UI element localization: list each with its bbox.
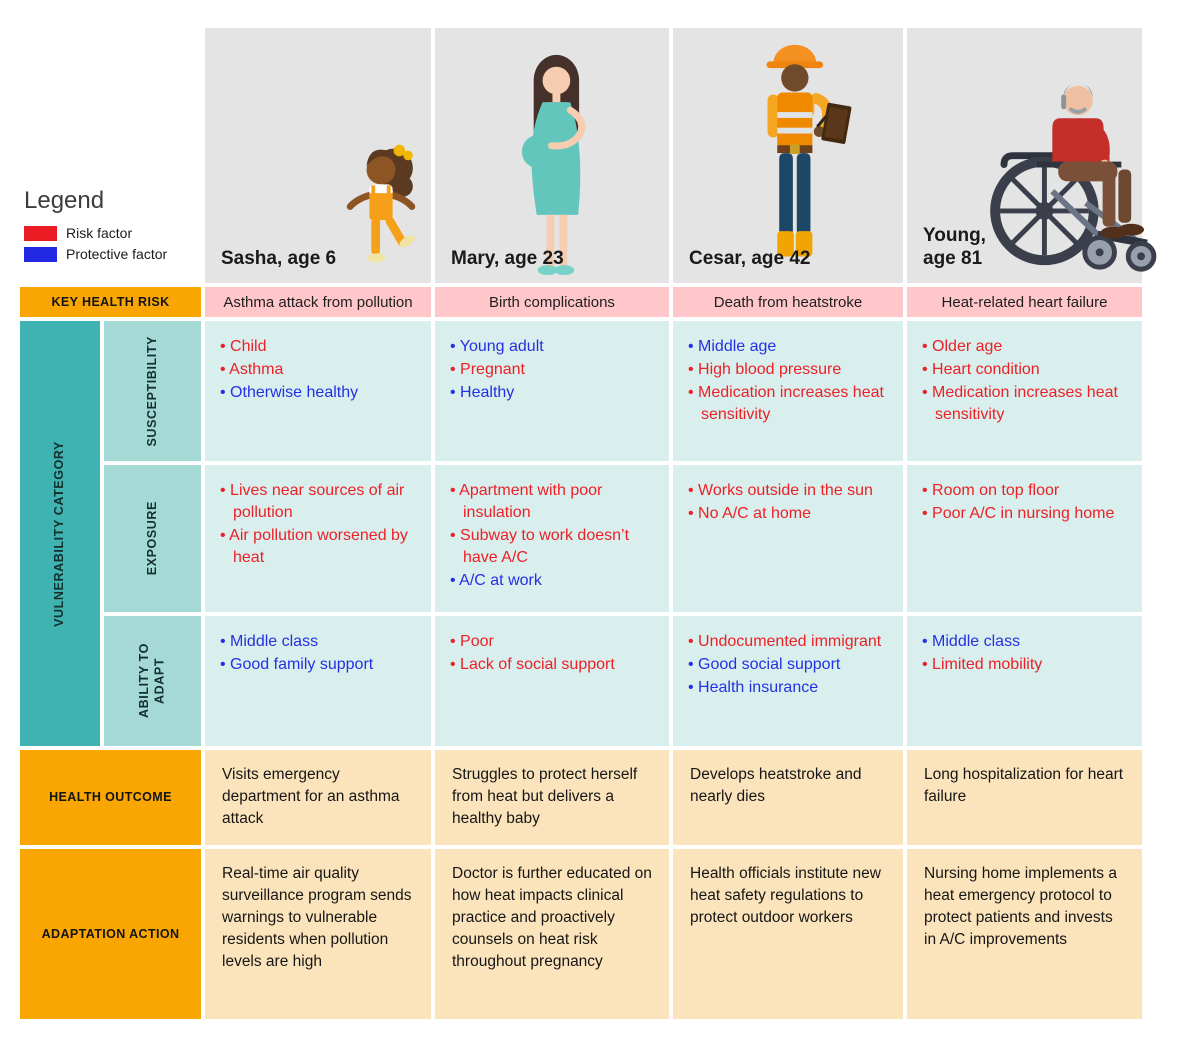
infographic-table (20, 28, 1142, 1019)
factor-item-risk: • Heart condition (922, 361, 1040, 379)
factor-item-protective: • Middle class (922, 633, 1021, 650)
persona-header-mary (435, 28, 669, 283)
risk-factor-swatch (24, 226, 57, 241)
adaptation-action-cell: Real-time air quality surveillance program sends warnings to vulnerable residents when pollution levels are high (205, 849, 431, 1019)
exposure-cell (673, 465, 903, 612)
factor-item-risk: • Asthma (220, 361, 284, 379)
persona-name: Mary, age 23 (451, 248, 564, 270)
persona-name: Young, age 81 (923, 224, 986, 270)
factor-item-protective: • Middle age (688, 338, 777, 355)
factor-item-risk: • Subway to work doesn’t have A/C (450, 527, 630, 567)
susceptibility-text: SUSCEPTIBILITY (144, 335, 159, 447)
vulnerability-category-text: VULNERABILITY CATEGORY (52, 440, 67, 627)
health-outcome-cell: Long hospitalization for heart failure (907, 750, 1142, 845)
health-outcome-cell: Visits emergency department for an asthma attack (205, 750, 431, 845)
factor-item-risk: • Poor A/C in nursing home (922, 505, 1115, 523)
legend-title: Legend (24, 187, 105, 214)
adaptation-action-cell: Doctor is further educated on how heat impacts clinical practice and proactively counsels on heat risk throughout pregnancy (435, 849, 669, 1019)
factor-item-protective: • Health insurance (688, 679, 819, 697)
susceptibility-cell (907, 321, 1142, 461)
factor-item-risk: • Poor (450, 633, 494, 650)
susceptibility-cell (205, 321, 431, 461)
risk-factor-label: Risk factor (66, 225, 133, 241)
susceptibility-row-label (104, 321, 201, 461)
factor-item-protective: • A/C at work (450, 572, 542, 590)
factor-item-risk: • Undocumented immigrant (688, 633, 882, 650)
persona-header-young (907, 28, 1142, 283)
adaptation-action-row-label: ADAPTATION ACTION (20, 849, 201, 1019)
susceptibility-cell (435, 321, 669, 461)
health-outcome-row-label: HEALTH OUTCOME (20, 750, 201, 845)
ability-to-adapt-cell (205, 616, 431, 746)
key-health-risk-row-label: KEY HEALTH RISK (20, 287, 201, 317)
factor-item-risk: • Child (220, 338, 267, 355)
key-health-risk-cell: Death from heatstroke (673, 287, 903, 317)
factor-item-risk: • Pregnant (450, 361, 525, 379)
factor-item-risk: • Works outside in the sun (688, 482, 873, 499)
exposure-cell (907, 465, 1142, 612)
ability-to-adapt-cell (673, 616, 903, 746)
factor-item-risk: • Apartment with poor insulation (450, 482, 603, 522)
cesar-worker-illustration (734, 33, 856, 279)
health-outcome-cell: Struggles to protect herself from heat but delivers a healthy baby (435, 750, 669, 845)
adaptation-action-cell: Health officials institute new heat safety regulations to protect outdoor workers (673, 849, 903, 1019)
exposure-cell (205, 465, 431, 612)
persona-header-cesar (673, 28, 903, 283)
adaptation-action-cell: Nursing home implements a heat emergency protocol to protect patients and invests in A/C improvements (907, 849, 1142, 1019)
ability-to-adapt-cell (435, 616, 669, 746)
legend-item-protective (24, 246, 201, 262)
factor-item-risk: • High blood pressure (688, 361, 842, 379)
factor-item-protective: • Middle class (220, 633, 319, 650)
protective-factor-label: Protective factor (66, 246, 168, 262)
protective-factor-swatch (24, 247, 57, 262)
factor-item-risk: • Limited mobility (922, 656, 1043, 674)
exposure-cell (435, 465, 669, 612)
factor-item-risk: • Medication increases heat sensitivity (688, 384, 884, 424)
factor-item-risk: • Medication increases heat sensitivity (922, 384, 1118, 424)
factor-item-risk: • Lack of social support (450, 656, 615, 674)
factor-item-protective: • Good family support (220, 656, 374, 674)
ability-to-adapt-cell (907, 616, 1142, 746)
key-health-risk-cell: Birth complications (435, 287, 669, 317)
legend-item-risk (24, 225, 201, 241)
factor-item-protective: • Otherwise healthy (220, 384, 359, 402)
factor-item-protective: • Young adult (450, 338, 544, 355)
exposure-text: EXPOSURE (144, 501, 159, 576)
susceptibility-cell (673, 321, 903, 461)
vulnerability-category-label (20, 321, 100, 746)
persona-name: Cesar, age 42 (689, 248, 811, 270)
persona-header-sasha (205, 28, 431, 283)
health-outcome-cell: Develops heatstroke and nearly dies (673, 750, 903, 845)
factor-item-risk: • Air pollution worsened by heat (220, 527, 408, 567)
legend (20, 28, 201, 283)
sasha-child-illustration (335, 139, 427, 279)
persona-name: Sasha, age 6 (221, 248, 337, 270)
key-health-risk-cell: Asthma attack from pollution (205, 287, 431, 317)
factor-item-risk: • Room on top floor (922, 482, 1060, 499)
young-wheelchair-illustration (983, 65, 1166, 277)
mary-pregnant-illustration (501, 47, 611, 279)
ability-to-adapt-text: ABILITY TO ADAPT (136, 643, 167, 719)
factor-item-protective: • Good social support (688, 656, 841, 674)
factor-item-protective: • Healthy (450, 384, 515, 402)
ability-to-adapt-row-label (104, 616, 201, 746)
factor-item-risk: • Lives near sources of air pollution (220, 482, 405, 522)
exposure-row-label (104, 465, 201, 612)
key-health-risk-cell: Heat-related heart failure (907, 287, 1142, 317)
factor-item-risk: • No A/C at home (688, 505, 811, 523)
factor-item-risk: • Older age (922, 338, 1003, 355)
